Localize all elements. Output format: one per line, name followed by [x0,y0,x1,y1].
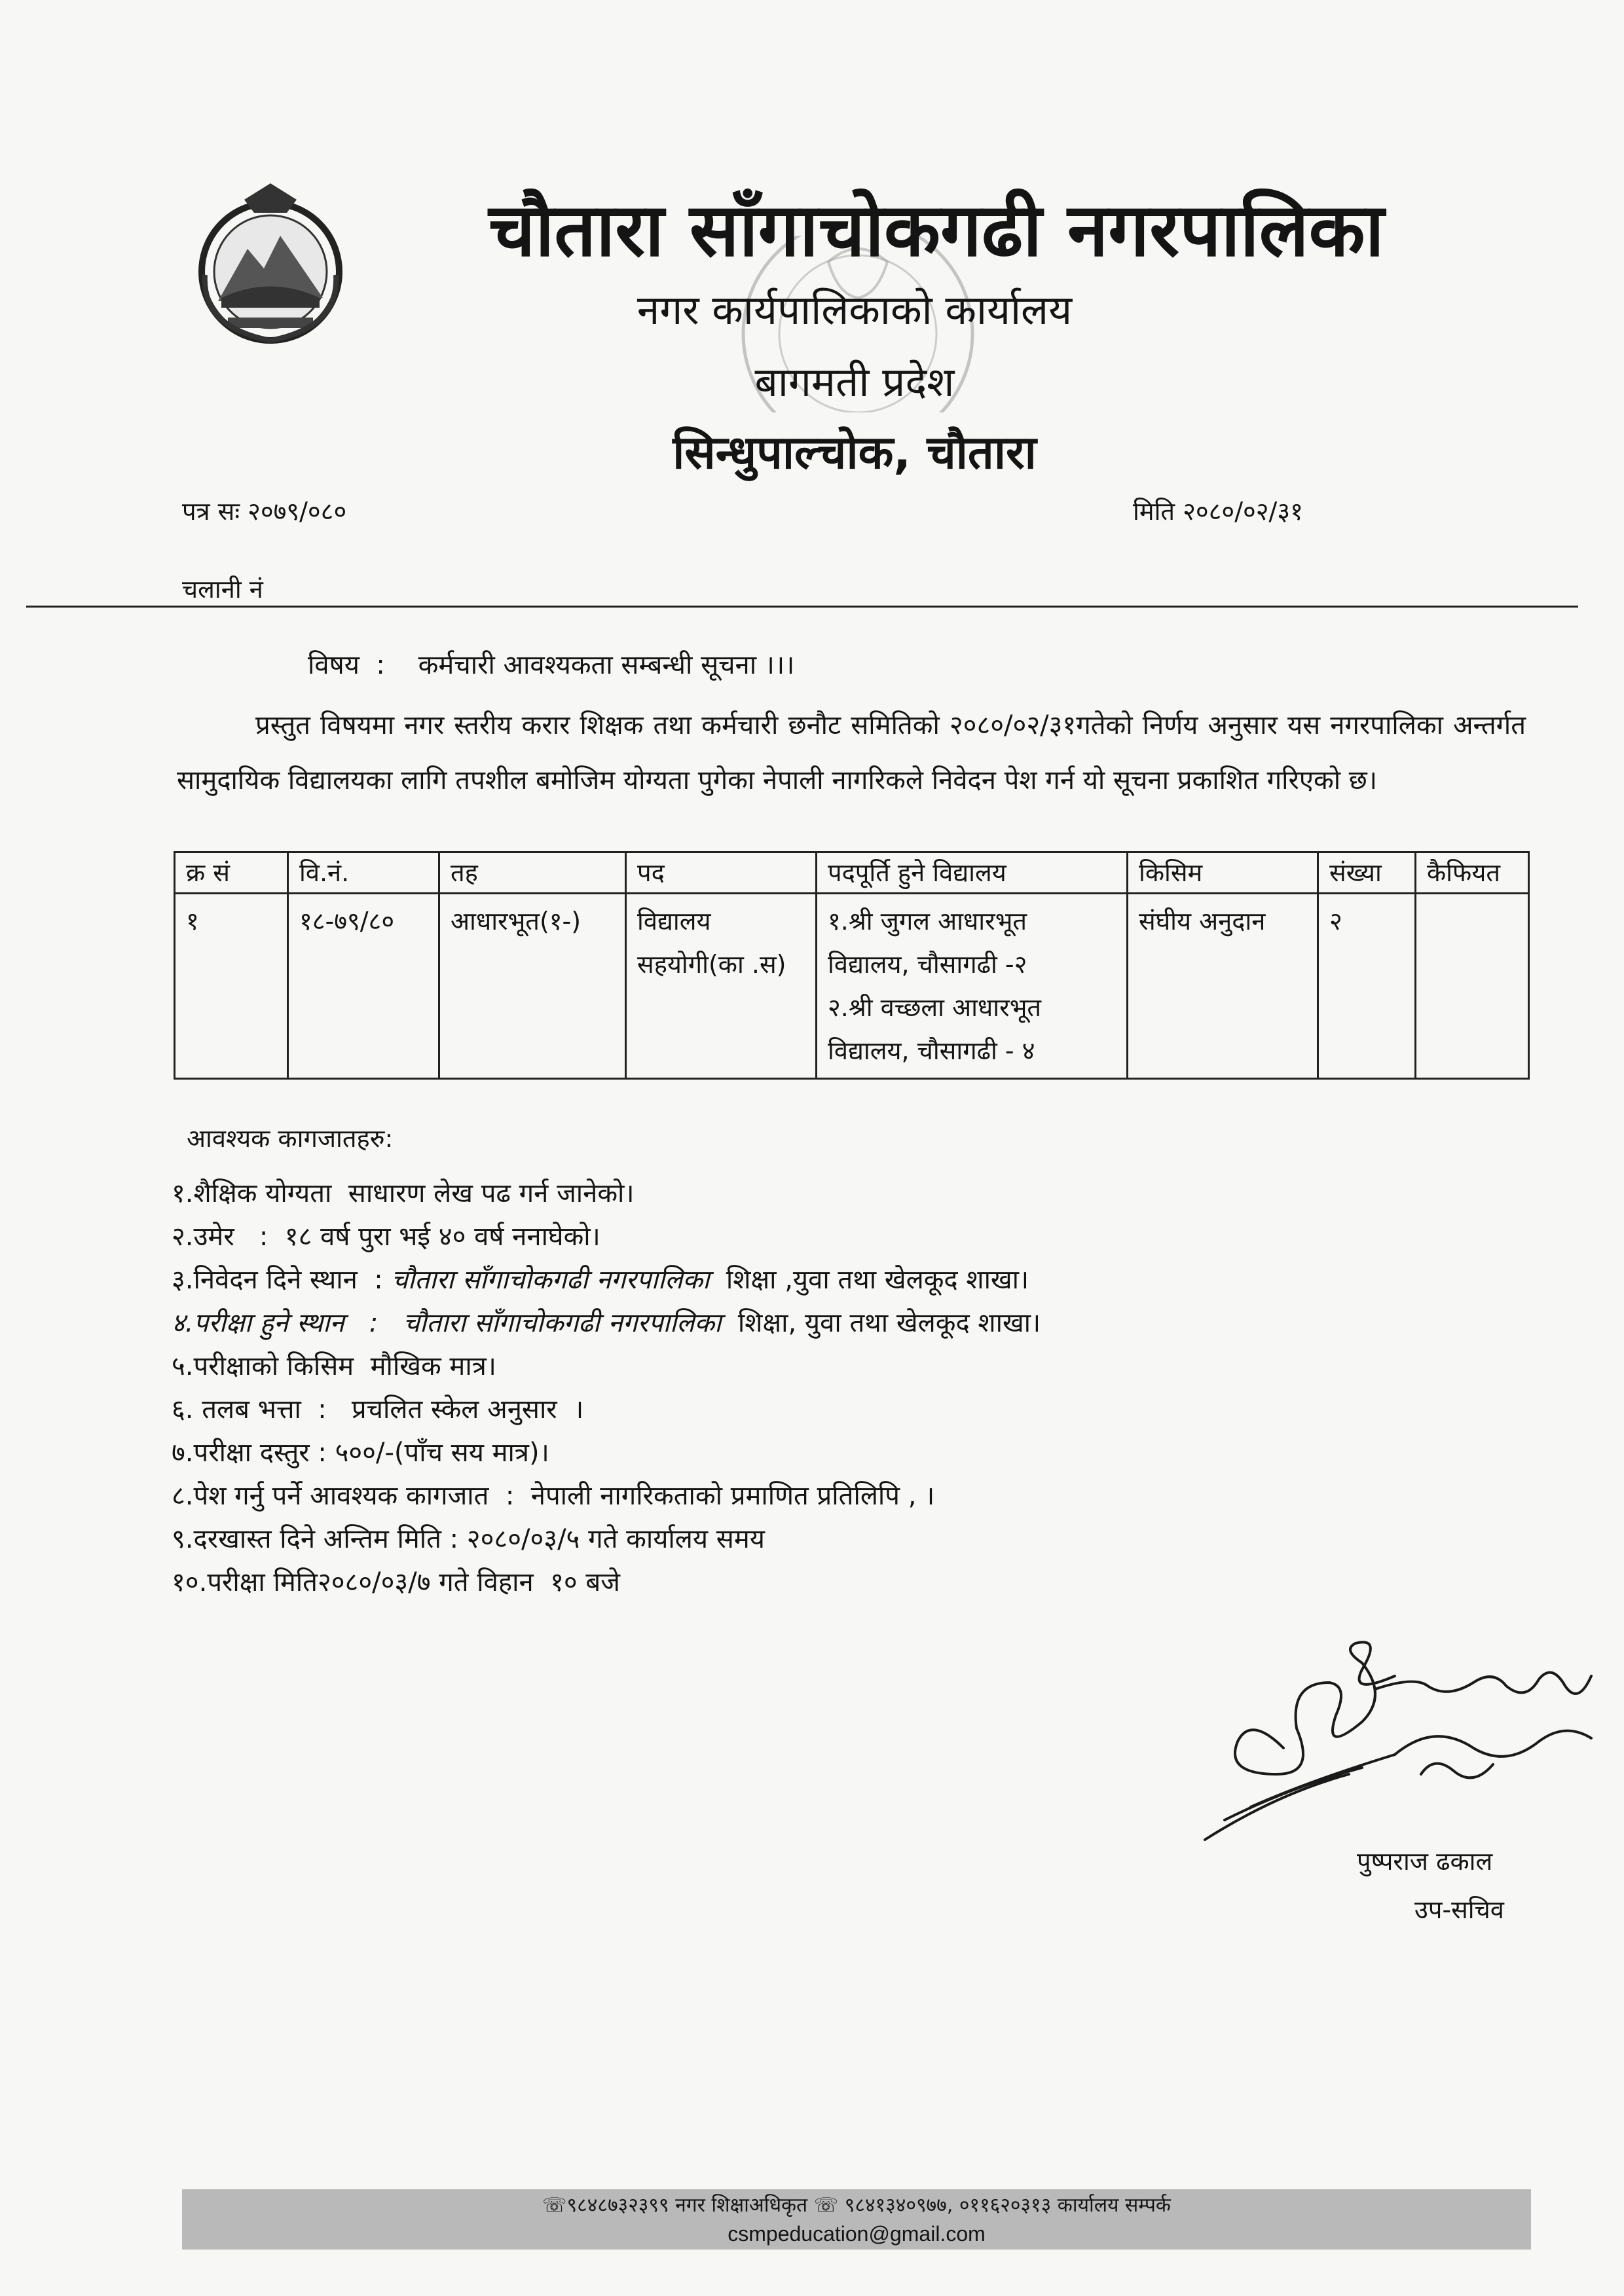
vacancy-table [174,851,1530,1080]
cell-post: विद्यालय सहयोगी(का .स) [626,894,817,1079]
subject-line: विषय : कर्मचारी आवश्यकता सम्बन्धी सूचना ।।। [308,650,795,680]
cell-type: संघीय अनुदान [1128,894,1318,1079]
cell-count: २ [1318,894,1416,1079]
item-branch: शिक्षा, युवा तथा खेलकूद शाखा। [721,1308,1041,1338]
signatory-name: पुष्पराज ढकाल [1357,1847,1493,1876]
list-item: ६. तलब भत्ता : प्रचलित स्केल अनुसार । [172,1394,584,1425]
col-post: पद [626,852,817,894]
requirements-list [172,1172,1041,1604]
list-item: ५.परीक्षाको किसिम मौखिक मात्र। [172,1351,496,1381]
item-place: चौतारा साँगाचोकगढी नगरपालिका [391,1265,710,1295]
item-place: चौतारा साँगाचोकगढी नगरपालिका [403,1308,722,1338]
cell-serial: १ [175,894,288,1079]
list-item: ९.दरखास्त दिने अन्तिम मिति : २०८०/०३/५ गते कार्यालय समय [172,1524,765,1554]
footer-email: csmpeducation@gmail.com [728,2222,986,2246]
col-remarks: कैफियत [1416,852,1529,894]
col-adv-no: वि.नं. [288,852,439,894]
dispatch-number: चलानी नं [182,575,263,604]
item-label: ४.परीक्षा हुने स्थान : [172,1308,403,1338]
list-item: १०.परीक्षा मिति२०८०/०३/७ गते विहान १० बजे [172,1567,620,1597]
table-header-row [175,852,1529,894]
list-item [172,1258,1041,1302]
requirements-heading: आवश्यक कागजातहरु: [187,1124,394,1153]
district-name: सिन्धुपाल्चोक, चौतारा [673,426,1037,479]
school-2: २.श्री वच्छला आधारभूत विद्यालय, चौसागढी - ४ [828,993,1042,1065]
list-item: १.शैक्षिक योग्यता साधारण लेख पढ गर्न जानेको। [172,1178,635,1209]
office-name: चौतारा साँगाचोकगढी नगरपालिका [489,188,1384,273]
letter-date: मिति २०८०/०२/३१ [1133,497,1303,526]
list-item [172,1302,1041,1345]
col-level: तह [439,852,626,894]
office-subtitle: नगर कार्यपालिकाको कार्यालय [637,286,1073,334]
header-divider [26,606,1578,608]
cell-remarks [1416,894,1529,1079]
handwritten-signature [1198,1624,1617,1872]
item-branch: शिक्षा ,युवा तथा खेलकूद शाखा। [709,1265,1029,1295]
cell-level: आधारभूत(१-) [439,894,626,1079]
school-1: १.श्री जुगल आधारभूत विद्यालय, चौसागढी -२ [828,907,1027,979]
reference-number: पत्र सः २०७९/०८० [182,497,347,526]
signatory-title: उप-सचिव [1414,1895,1504,1924]
province-name: बागमती प्रदेश [754,358,955,406]
col-count: संख्या [1318,852,1416,894]
cell-school [817,894,1128,1079]
item-label: ३.निवेदन दिने स्थान : [172,1265,392,1295]
cell-adv-no: १८-७९/८० [288,894,439,1079]
col-school: पदपूर्ति हुने विद्यालय [817,852,1128,894]
col-type: किसिम [1128,852,1318,894]
contact-footer [182,2189,1531,2250]
col-serial: क्र सं [175,852,288,894]
notice-body: प्रस्तुत विषयमा नगर स्तरीय करार शिक्षक तथा कर्मचारी छनौट समितिको २०८०/०२/३१गतेको निर्णय अनुसार यस नगरपालिका अन्तर्गत सामुदायिक विद्यालयका लागि तपशील बमोजिम योग्यता पुगेका नेपाली नागरिकले निवेदन पेश गर्न यो सूचना प्रकाशित गरिएको छ। [177,710,1526,795]
list-item: २.उमेर : १८ वर्ष पुरा भई ४० वर्ष ननाघेको। [172,1222,600,1252]
list-item: ८.पेश गर्नु पर्ने आवश्यक कागजात : नेपाली नागरिकताको प्रमाणित प्रतिलिपि , । [172,1481,935,1511]
table-row [175,894,1529,1079]
nepal-emblem-icon [182,177,359,347]
list-item: ७.परीक्षा दस्तुर : ५००/-(पाँच सय मात्र)। [172,1438,549,1468]
footer-contacts: ☏९८४८७३२३९९ नगर शिक्षाअधिकृत ☏ ९८४१३४०९७७, ०११६२०३१३ कार्यालय सम्पर्क [542,2194,1171,2217]
